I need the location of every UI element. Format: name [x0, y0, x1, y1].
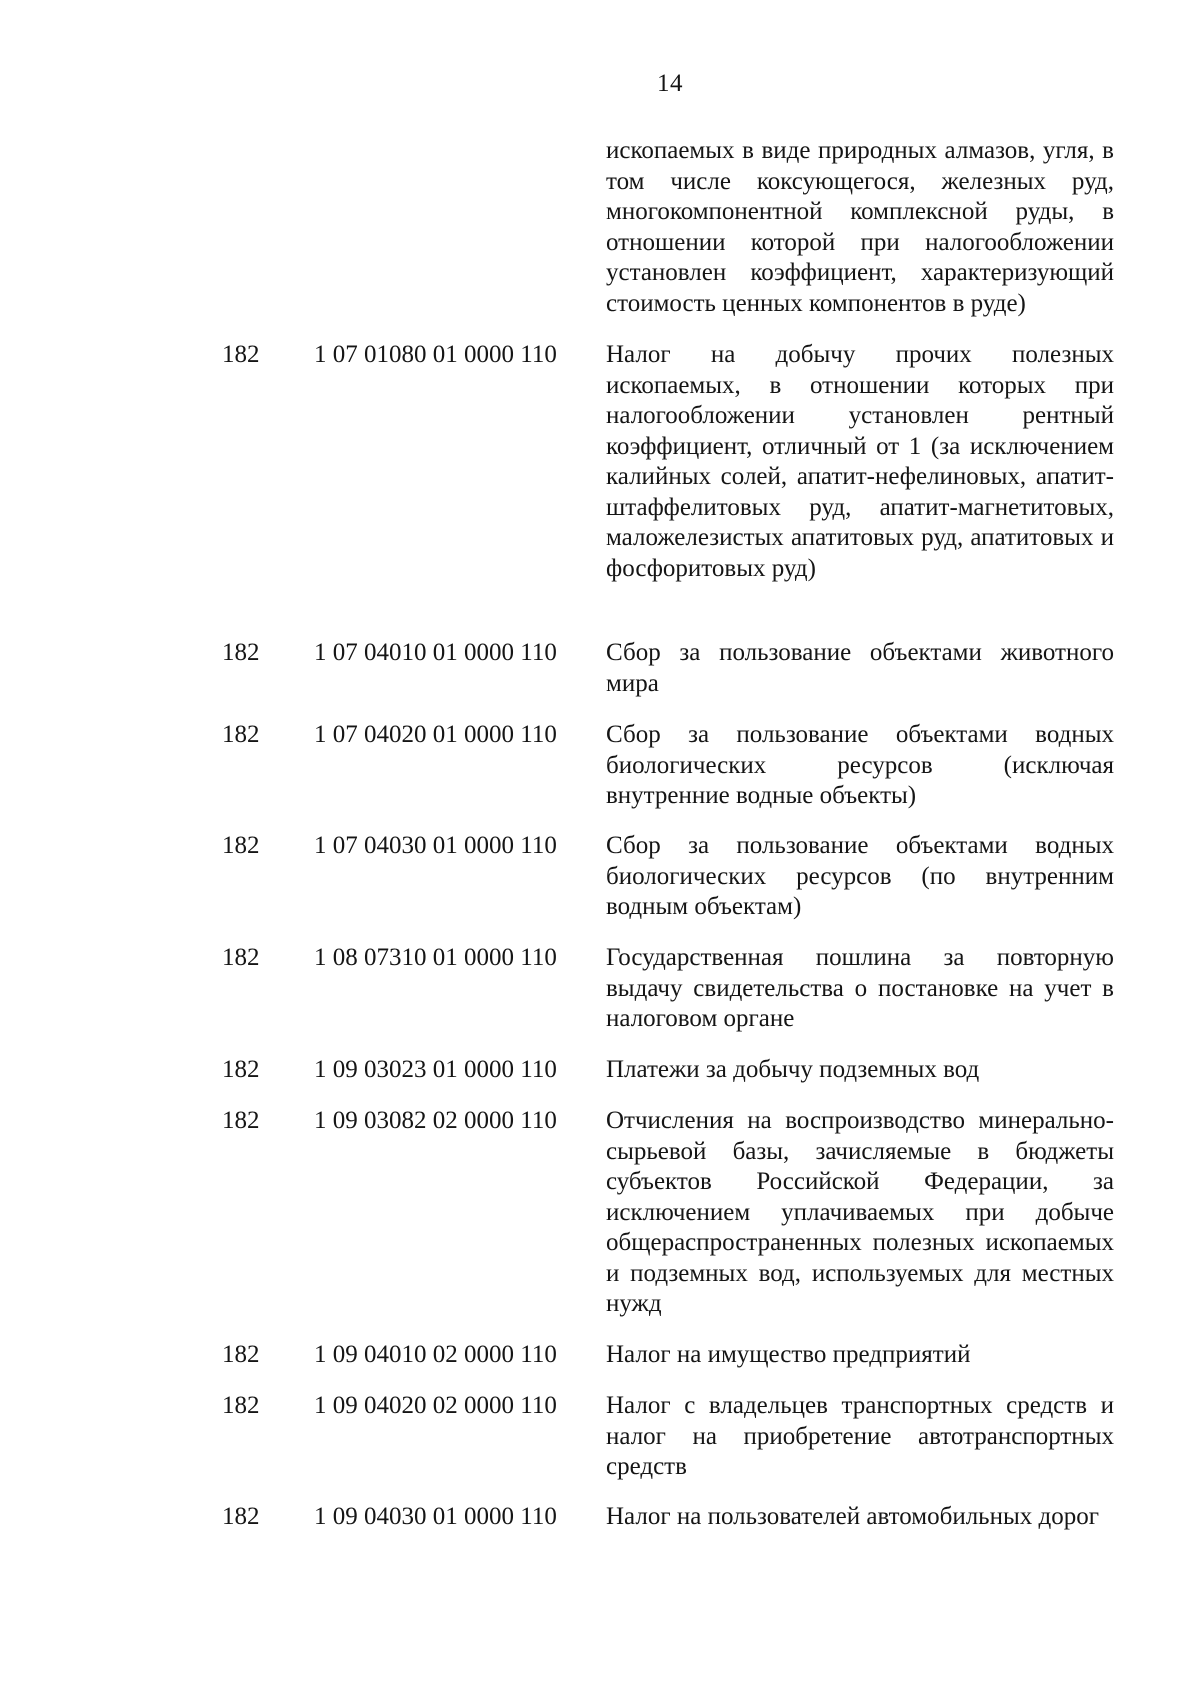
revenue-description: Сбор за пользование объектами водных биологических ресурсов (по внутренним водным объектам) — [606, 832, 1114, 920]
revenue-description: Сбор за пользование объектами водных биологических ресурсов (исключая внутренние водные объекты) — [606, 721, 1114, 809]
revenue-description: Налог на добычу прочих полезных ископаемых, в отношении которых при налогообложении установлен рентный коэффициент, отличный от 1 (за исключением калийных солей, апатит-нефелиновых, апатит-штаффелитовых руд, апатит-магнетитовых, маложелезистых апатитовых руд, апатитовых и фосфоритовых руд) — [606, 341, 1114, 582]
administrator-code: 182 — [222, 639, 260, 666]
budget-classification-code: 1 07 04030 01 0000 110 — [314, 832, 557, 859]
revenue-description: Налог на имущество предприятий — [606, 1341, 971, 1368]
administrator-code: 182 — [222, 1107, 260, 1134]
budget-classification-code: 1 09 03023 01 0000 110 — [314, 1056, 557, 1083]
administrator-code: 182 — [222, 832, 260, 859]
revenue-description: Сбор за пользование объектами животного мира — [606, 639, 1114, 697]
budget-classification-code: 1 09 04020 02 0000 110 — [314, 1392, 557, 1419]
administrator-code: 182 — [222, 341, 260, 368]
administrator-code: 182 — [222, 944, 260, 971]
administrator-code: 182 — [222, 721, 260, 748]
revenue-description: Налог с владельцев транспортных средств и налог на приобретение автотранспортных средств — [606, 1392, 1114, 1480]
administrator-code: 182 — [222, 1341, 260, 1368]
revenue-description: Государственная пошлина за повторную выдачу свидетельства о постановке на учет в налоговом органе — [606, 944, 1114, 1032]
page-number: 14 — [657, 70, 683, 97]
revenue-description: Платежи за добычу подземных вод — [606, 1056, 980, 1083]
budget-classification-code: 1 07 01080 01 0000 110 — [314, 341, 557, 368]
budget-classification-code: 1 07 04020 01 0000 110 — [314, 721, 557, 748]
budget-classification-code: 1 09 04030 01 0000 110 — [314, 1503, 557, 1530]
budget-classification-code: 1 09 03082 02 0000 110 — [314, 1107, 557, 1134]
revenue-description: Отчисления на воспроизводство минерально-сырьевой базы, зачисляемые в бюджеты субъектов Российской Федерации, за исключением уплачиваемых при добыче общераспространенных полезных ископаемых и подземных вод, используемых для местных нужд — [606, 1107, 1114, 1317]
administrator-code: 182 — [222, 1056, 260, 1083]
budget-classification-code: 1 07 04010 01 0000 110 — [314, 639, 557, 666]
budget-classification-code: 1 08 07310 01 0000 110 — [314, 944, 557, 971]
revenue-description: Налог на пользователей автомобильных дорог — [606, 1503, 1099, 1530]
continued-description: ископаемых в виде природных алмазов, угля, в том числе коксующегося, железных руд, многокомпонентной комплексной руды, в отношении которой при налогообложении установлен коэффициент, характеризующий стоимость ценных компонентов в руде) — [606, 137, 1114, 317]
administrator-code: 182 — [222, 1392, 260, 1419]
administrator-code: 182 — [222, 1503, 260, 1530]
budget-classification-code: 1 09 04010 02 0000 110 — [314, 1341, 557, 1368]
